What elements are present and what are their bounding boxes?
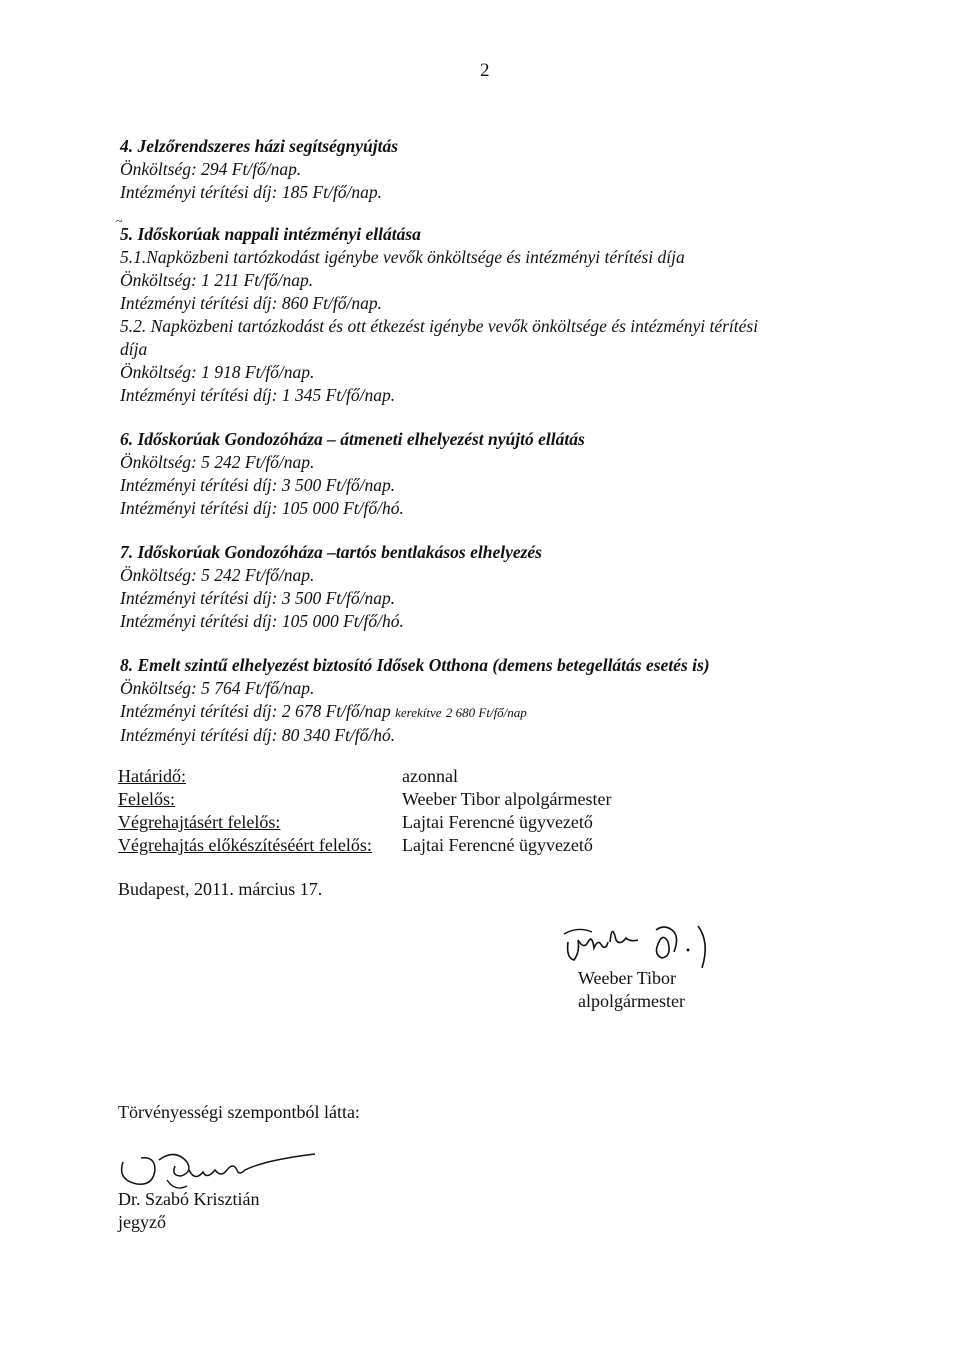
margin-mark: ~ xyxy=(116,214,123,228)
responsible-label: Felelős: xyxy=(118,789,175,809)
section-6-fee-monthly: Intézményi térítési díj: 105 000 Ft/fő/hó. xyxy=(120,498,404,518)
deadline-value: azonnal xyxy=(402,766,458,786)
responsibility-values xyxy=(402,765,612,857)
section-6-fee-daily: Intézményi térítési díj: 3 500 Ft/fő/nap. xyxy=(120,475,396,495)
legality-label xyxy=(118,1101,360,1124)
execution-responsible-value: Lajtai Ferencné ügyvezető xyxy=(402,812,593,832)
execution-responsible-label: Végrehajtásért felelős: xyxy=(118,812,281,832)
rounded-value: 2 680 Ft/fő/nap xyxy=(445,705,527,720)
legality-label-text: Törvényességi szempontból látta: xyxy=(118,1102,360,1122)
section-4-heading: 4. Jelzőrendszeres házi segítségnyújtás xyxy=(120,136,399,156)
signer-1-name: Weeber Tibor xyxy=(578,968,677,988)
section-7-cost: Önköltség: 5 242 Ft/fő/nap. xyxy=(120,565,315,585)
section-5-2-title: 5.2. Napközbeni tartózkodást és ott étkezést igénybe vevők önköltsége és intézményi térítési xyxy=(120,316,759,336)
section-8-cost: Önköltség: 5 764 Ft/fő/nap. xyxy=(120,678,315,698)
legality-title: jegyző xyxy=(118,1212,166,1232)
section-6 xyxy=(120,428,585,520)
section-5-2-title-cont: díja xyxy=(120,339,148,359)
legality-signer xyxy=(118,1188,259,1234)
deadline-label: Határidő: xyxy=(118,766,186,786)
section-7 xyxy=(120,541,542,633)
section-8-heading: 8. Emelt szintű elhelyezést biztosító Idősek Otthona (demens betegellátás esetés is) xyxy=(120,655,710,675)
page-number: 2 xyxy=(480,60,490,81)
section-8-fee-daily-main: Intézményi térítési díj: 2 678 Ft/fő/nap xyxy=(120,701,391,721)
section-5-1-title: 5.1.Napközbeni tartózkodást igénybe vevők önköltsége és intézményi térítési díja xyxy=(120,247,685,267)
preparation-responsible-value: Lajtai Ferencné ügyvezető xyxy=(402,835,593,855)
section-5-2-cost: Önköltség: 1 918 Ft/fő/nap. xyxy=(120,362,315,382)
preparation-responsible-label: Végrehajtás előkészítéséért felelős: xyxy=(118,835,372,855)
responsibility-labels xyxy=(118,765,372,857)
responsible-value: Weeber Tibor alpolgármester xyxy=(402,789,612,809)
section-4-fee: Intézményi térítési díj: 185 Ft/fő/nap. xyxy=(120,182,382,202)
section-4 xyxy=(120,135,398,204)
section-8-fee-daily xyxy=(120,700,710,724)
section-7-heading: 7. Időskorúak Gondozóháza –tartós bentlakásos elhelyezés xyxy=(120,542,542,562)
section-5-1-cost: Önköltség: 1 211 Ft/fő/nap. xyxy=(120,270,314,290)
rounded-note: kerekítve xyxy=(395,705,442,720)
section-5-heading: 5. Időskorúak nappali intézményi ellátása xyxy=(120,224,421,244)
legality-name: Dr. Szabó Krisztián xyxy=(118,1189,260,1209)
section-7-fee-daily: Intézményi térítési díj: 3 500 Ft/fő/nap. xyxy=(120,588,396,608)
section-5-2-fee: Intézményi térítési díj: 1 345 Ft/fő/nap. xyxy=(120,385,396,405)
section-8 xyxy=(120,654,710,747)
handwritten-signature-weeber xyxy=(548,912,728,972)
place-date-text: Budapest, 2011. március 17. xyxy=(118,879,323,899)
section-7-fee-monthly: Intézményi térítési díj: 105 000 Ft/fő/hó. xyxy=(120,611,404,631)
section-4-cost: Önköltség: 294 Ft/fő/nap. xyxy=(120,159,302,179)
section-5-1-fee: Intézményi térítési díj: 860 Ft/fő/nap. xyxy=(120,293,382,313)
signer-1-title: alpolgármester xyxy=(578,991,685,1011)
signer-1 xyxy=(578,967,685,1013)
section-6-cost: Önköltség: 5 242 Ft/fő/nap. xyxy=(120,452,315,472)
section-8-fee-monthly: Intézményi térítési díj: 80 340 Ft/fő/hó. xyxy=(120,725,396,745)
section-5 xyxy=(120,223,758,407)
place-date xyxy=(118,878,322,901)
section-6-heading: 6. Időskorúak Gondozóháza – átmeneti elhelyezést nyújtó ellátás xyxy=(120,429,585,449)
